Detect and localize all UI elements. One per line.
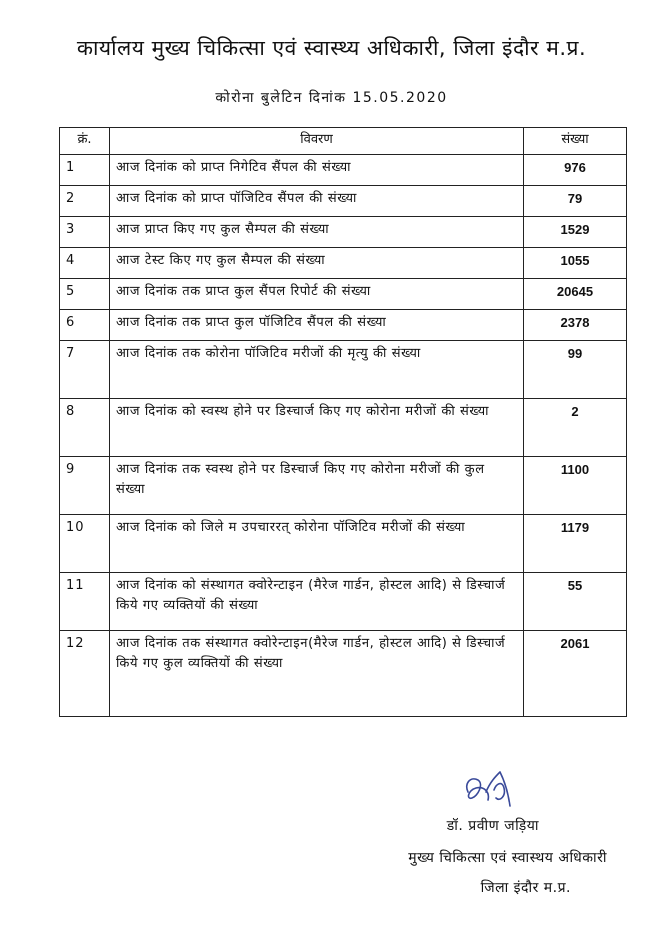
signer-name: डॉ. प्रवीण जड़िया <box>446 818 539 834</box>
row-serial: 7 <box>60 341 110 399</box>
row-count: 1100 <box>524 457 627 515</box>
row-serial: 12 <box>60 631 110 717</box>
table-row <box>60 341 627 399</box>
row-description: आज दिनांक तक स्वस्थ होने पर डिस्चार्ज किए गए कोरोना मरीजों की कुल संख्या <box>110 457 524 515</box>
row-count: 1529 <box>524 217 627 248</box>
page-title: कार्यालय मुख्य चिकित्सा एवं स्वास्थ्य अधिकारी, जिला इंदौर म.प्र. <box>76 36 587 60</box>
table-row <box>60 155 627 186</box>
bulletin-date-line: कोरोना बुलेटिन दिनांक 15.05.2020 <box>215 90 448 106</box>
row-count: 55 <box>524 573 627 631</box>
row-description: आज दिनांक तक प्राप्त कुल सैंपल रिपोर्ट की संख्या <box>110 279 524 310</box>
table-row <box>60 279 627 310</box>
row-description: आज दिनांक को जिले म उपचाररत् कोरोना पॉजिटिव मरीजों की संख्या <box>110 515 524 573</box>
signer-office: जिला इंदौर म.प्र. <box>480 880 571 896</box>
row-serial: 8 <box>60 399 110 457</box>
row-description: आज दिनांक तक प्राप्त कुल पॉजिटिव सैंपल की संख्या <box>110 310 524 341</box>
table-row <box>60 186 627 217</box>
row-description: आज दिनांक तक संस्थागत क्वोरेन्टाइन(मैरेज गार्डन, होस्टल आदि) से डिस्चार्ज किये गए कुल व्यक्तियों की संख्या <box>110 631 524 717</box>
row-serial: 10 <box>60 515 110 573</box>
row-count: 2378 <box>524 310 627 341</box>
table-row <box>60 248 627 279</box>
row-description: आज दिनांक को प्राप्त निगेटिव सैंपल की संख्या <box>110 155 524 186</box>
row-count: 976 <box>524 155 627 186</box>
column-header-description: विवरण <box>110 128 524 155</box>
signer-designation: मुख्य चिकित्सा एवं स्वास्थय अधिकारी <box>408 850 607 866</box>
row-count: 20645 <box>524 279 627 310</box>
column-header-serial: क्रं. <box>60 128 110 155</box>
row-serial: 9 <box>60 457 110 515</box>
row-description: आज दिनांक तक कोरोना पॉजिटिव मरीजों की मृत्यु की संख्या <box>110 341 524 399</box>
table-row <box>60 310 627 341</box>
row-count: 99 <box>524 341 627 399</box>
signature-mark <box>460 762 520 814</box>
row-serial: 2 <box>60 186 110 217</box>
table-header-row <box>60 128 627 155</box>
table-row <box>60 457 627 515</box>
column-header-count: संख्या <box>524 128 627 155</box>
table-row <box>60 399 627 457</box>
row-count: 1179 <box>524 515 627 573</box>
row-serial: 5 <box>60 279 110 310</box>
row-description: आज प्राप्त किए गए कुल सैम्पल की संख्या <box>110 217 524 248</box>
row-description: आज टेस्ट किए गए कुल सैम्पल की संख्या <box>110 248 524 279</box>
row-serial: 6 <box>60 310 110 341</box>
row-count: 1055 <box>524 248 627 279</box>
row-serial: 1 <box>60 155 110 186</box>
table-row <box>60 631 627 717</box>
row-count: 2 <box>524 399 627 457</box>
row-serial: 11 <box>60 573 110 631</box>
row-description: आज दिनांक को स्वस्थ होने पर डिस्चार्ज किए गए कोरोना मरीजों की संख्या <box>110 399 524 457</box>
row-count: 2061 <box>524 631 627 717</box>
row-count: 79 <box>524 186 627 217</box>
covid-bulletin-table <box>59 127 627 717</box>
row-description: आज दिनांक को प्राप्त पॉजिटिव सैंपल की संख्या <box>110 186 524 217</box>
row-serial: 4 <box>60 248 110 279</box>
table-row <box>60 217 627 248</box>
table-row <box>60 573 627 631</box>
row-serial: 3 <box>60 217 110 248</box>
table-row <box>60 515 627 573</box>
row-description: आज दिनांक को संस्थागत क्वोरेन्टाइन (मैरेज गार्डन, होस्टल आदि) से डिस्चार्ज किये गए व्यक्तियों की संख्या <box>110 573 524 631</box>
